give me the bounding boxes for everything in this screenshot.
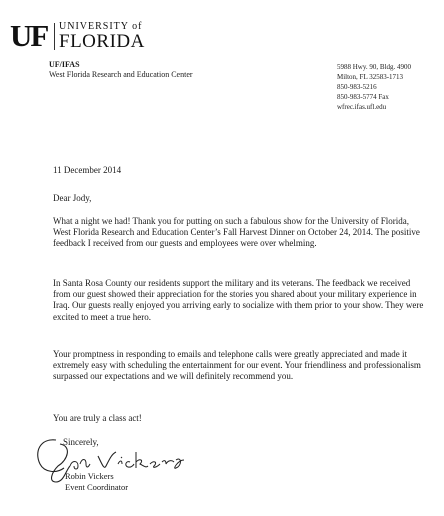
unit-name: UF/IFAS [49,60,80,69]
address-fax: 850-983-5774 Fax [337,93,389,101]
address-block [337,62,411,112]
closing-line: You are truly a class act! [53,413,142,423]
address-city: Milton, FL 32583-1713 [337,73,404,81]
address-web: wfrec.ifas.ufl.edu [337,103,387,111]
paragraph-2: In Santa Rosa County our residents support the military and its veterans. The feedback we received from our guest showed their appreciation for the stories you shared about your military experience in Iraq. Our guests really enjoyed you arriving early to socialize with them prior to your show. They were excited to meet a true hero. [53,278,424,322]
paragraph-3: Your promptness in responding to emails and telephone calls were greatly appreciated and made it extremely easy with scheduling the entertainment for our event. Your friendliness and professionalism surpassed our expectations and we will definitely recommend you. [53,349,421,382]
sign-off: Sincerely, [63,437,99,447]
signer-title: Event Coordinator [65,482,129,492]
unit-block [49,60,193,80]
paragraph-1: What a night we had! Thank you for putting on such a fabulous show for the University of Florida, West Florida Research and Education Center’s Fall Harvest Dinner on October 24, 2014. The positive feedback I received from our guests and employees were over whelming. [53,216,420,249]
address-phone: 850-983-5216 [337,83,377,91]
logo-divider [54,23,55,50]
uf-logo [10,20,160,52]
logo-uf-mark: UF [10,18,48,53]
center-name: West Florida Research and Education Center [49,70,193,79]
address-street: 5988 Hwy. 90, Bldg. 4900 [337,63,412,71]
salutation: Dear Jody, [53,193,92,203]
letter-date: 11 December 2014 [53,165,122,175]
logo-university-text: UNIVERSITY of [59,21,143,32]
signer-block [65,471,128,493]
signer-name: Robin Vickers [65,471,114,481]
logo-florida-text: FLORIDA [59,31,145,52]
